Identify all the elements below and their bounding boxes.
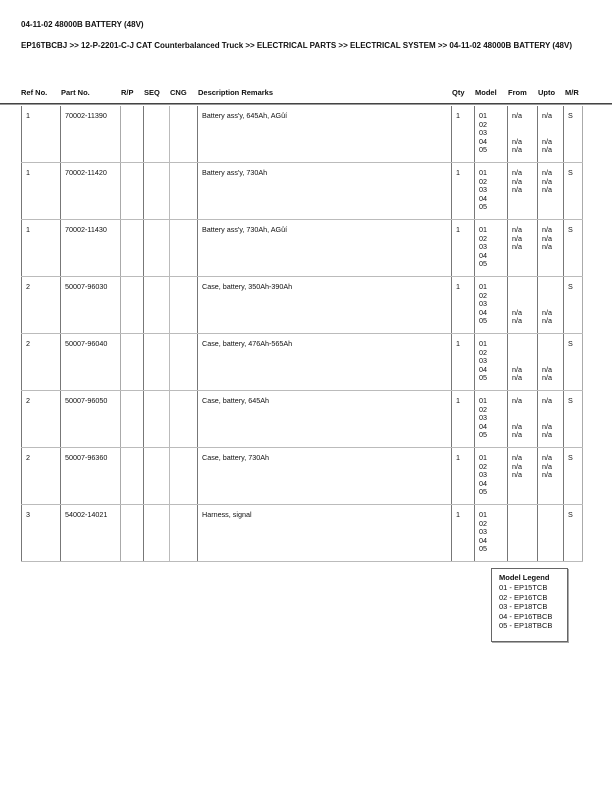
- model-value: 03: [479, 413, 487, 423]
- upto-value: [542, 511, 563, 520]
- from-value: [512, 203, 537, 212]
- upto-value: n/a: [542, 136, 552, 146]
- upto-cell: [537, 220, 563, 276]
- upto-value: n/a: [542, 307, 552, 317]
- part-no-cell: 50007-96360: [60, 448, 120, 504]
- model-value: 04: [479, 250, 487, 260]
- mr-cell: S: [563, 163, 583, 219]
- header-divider: [0, 103, 612, 105]
- upto-value: [542, 121, 563, 130]
- model-value: 05: [479, 145, 487, 155]
- description-cell: Battery ass'y, 730Ah: [197, 163, 451, 219]
- part-no-cell: 50007-96040: [60, 334, 120, 390]
- model-cell: [474, 334, 507, 390]
- model-cell: [474, 391, 507, 447]
- mr-cell: S: [563, 106, 583, 162]
- model-value: 02: [479, 347, 487, 357]
- part-no-cell: 70002-11390: [60, 106, 120, 162]
- cng-cell: [169, 391, 197, 447]
- table-row[interactable]: [21, 448, 583, 505]
- from-value: n/a: [512, 136, 522, 146]
- from-value: n/a: [512, 145, 522, 155]
- model-value: 02: [479, 461, 487, 471]
- from-value: n/a: [512, 453, 522, 462]
- from-value: n/a: [512, 430, 522, 440]
- cng-cell: [169, 505, 197, 561]
- upto-value: n/a: [542, 461, 552, 471]
- upto-value: n/a: [542, 316, 552, 326]
- rp-cell: [120, 505, 143, 561]
- from-cell: [507, 277, 537, 333]
- qty-cell: 1: [451, 391, 474, 447]
- model-value: 05: [479, 316, 487, 326]
- legend-title: Model Legend: [499, 573, 550, 582]
- legend-item: 01 - EP15TCB: [499, 583, 548, 593]
- from-value: [512, 340, 537, 349]
- from-cell: [507, 505, 537, 561]
- part-no-cell: 70002-11420: [60, 163, 120, 219]
- table-row[interactable]: [21, 505, 583, 562]
- from-value: n/a: [512, 225, 522, 234]
- seq-cell: [143, 448, 169, 504]
- seq-cell: [143, 334, 169, 390]
- model-value: 03: [479, 356, 487, 366]
- model-value: 05: [479, 487, 487, 497]
- rp-cell: [120, 106, 143, 162]
- from-value: [512, 252, 537, 261]
- model-value: 04: [479, 421, 487, 431]
- model-value: 03: [479, 128, 487, 138]
- model-value: 02: [479, 176, 487, 186]
- description-cell: Case, battery, 350Ah-390Ah: [197, 277, 451, 333]
- table-row[interactable]: [21, 163, 583, 220]
- qty-cell: 1: [451, 220, 474, 276]
- upto-value: [542, 260, 563, 269]
- model-value: 04: [479, 478, 487, 488]
- from-value: n/a: [512, 111, 522, 120]
- ref-no-cell: 2: [21, 277, 60, 333]
- model-value: 03: [479, 242, 487, 252]
- from-value: n/a: [512, 470, 522, 480]
- from-value: [512, 195, 537, 204]
- upto-value: n/a: [542, 176, 552, 186]
- upto-value: n/a: [542, 364, 552, 374]
- mr-cell: S: [563, 505, 583, 561]
- from-cell: [507, 448, 537, 504]
- from-value: [512, 121, 537, 130]
- ref-no-cell: 3: [21, 505, 60, 561]
- upto-cell: [537, 334, 563, 390]
- from-value: [512, 349, 537, 358]
- seq-cell: [143, 505, 169, 561]
- column-header-rp: R/P: [121, 88, 134, 97]
- column-header-from: From: [508, 88, 527, 97]
- upto-value: n/a: [542, 225, 552, 234]
- legend-item: 05 - EP18TBCB: [499, 621, 553, 631]
- seq-cell: [143, 277, 169, 333]
- upto-value: [542, 292, 563, 301]
- rp-cell: [120, 220, 143, 276]
- upto-value: n/a: [542, 111, 552, 120]
- ref-no-cell: 2: [21, 334, 60, 390]
- mr-cell: S: [563, 220, 583, 276]
- description-cell: Case, battery, 476Ah-565Ah: [197, 334, 451, 390]
- upto-value: n/a: [542, 185, 552, 195]
- ref-no-cell: 1: [21, 106, 60, 162]
- description-cell: Harness, signal: [197, 505, 451, 561]
- table-row[interactable]: [21, 106, 583, 163]
- parts-table: [21, 106, 583, 562]
- from-value: n/a: [512, 364, 522, 374]
- from-value: n/a: [512, 373, 522, 383]
- column-header-mr: M/R: [565, 88, 579, 97]
- upto-value: n/a: [542, 168, 552, 177]
- model-value: 03: [479, 470, 487, 480]
- from-value: [512, 480, 537, 489]
- ref-no-cell: 2: [21, 448, 60, 504]
- model-cell: [474, 220, 507, 276]
- table-row[interactable]: [21, 334, 583, 391]
- model-value: 04: [479, 193, 487, 203]
- table-row[interactable]: [21, 391, 583, 448]
- column-header-upto: Upto: [538, 88, 556, 97]
- upto-value: [542, 406, 563, 415]
- ref-no-cell: 1: [21, 163, 60, 219]
- description-cell: Battery ass'y, 730Ah, AGûí: [197, 220, 451, 276]
- description-cell: Battery ass'y, 645Ah, AGûí: [197, 106, 451, 162]
- upto-cell: [537, 391, 563, 447]
- seq-cell: [143, 391, 169, 447]
- cng-cell: [169, 106, 197, 162]
- model-value: 01: [479, 510, 487, 519]
- upto-value: n/a: [542, 145, 552, 155]
- upto-value: [542, 252, 563, 261]
- legend-item: 03 - EP18TCB: [499, 602, 548, 612]
- model-value: 03: [479, 185, 487, 195]
- model-value: 05: [479, 430, 487, 440]
- from-value: n/a: [512, 185, 522, 195]
- from-value: n/a: [512, 233, 522, 243]
- from-value: n/a: [512, 307, 522, 317]
- upto-value: n/a: [542, 421, 552, 431]
- qty-cell: 1: [451, 277, 474, 333]
- column-header-cng: CNG: [170, 88, 187, 97]
- model-value: 01: [479, 339, 487, 348]
- column-header-ref-no: Ref No.: [21, 88, 48, 97]
- table-row[interactable]: [21, 277, 583, 334]
- from-cell: [507, 163, 537, 219]
- rp-cell: [120, 448, 143, 504]
- rp-cell: [120, 334, 143, 390]
- from-cell: [507, 106, 537, 162]
- model-value: 05: [479, 259, 487, 269]
- upto-value: n/a: [542, 242, 552, 252]
- rp-cell: [120, 277, 143, 333]
- qty-cell: 1: [451, 334, 474, 390]
- description-cell: Case, battery, 645Ah: [197, 391, 451, 447]
- mr-cell: S: [563, 277, 583, 333]
- mr-cell: S: [563, 391, 583, 447]
- from-value: n/a: [512, 168, 522, 177]
- column-header-seq: SEQ: [144, 88, 160, 97]
- upto-value: [542, 340, 563, 349]
- model-value: 01: [479, 453, 487, 462]
- cng-cell: [169, 277, 197, 333]
- upto-value: [542, 520, 563, 529]
- model-value: 04: [479, 364, 487, 374]
- model-cell: [474, 106, 507, 162]
- model-cell: [474, 448, 507, 504]
- model-cell: [474, 505, 507, 561]
- rp-cell: [120, 391, 143, 447]
- model-value: 04: [479, 136, 487, 146]
- model-value: 01: [479, 282, 487, 291]
- part-no-cell: 50007-96030: [60, 277, 120, 333]
- qty-cell: 1: [451, 448, 474, 504]
- model-value: 05: [479, 373, 487, 383]
- model-value: 01: [479, 396, 487, 405]
- mr-cell: S: [563, 448, 583, 504]
- upto-value: n/a: [542, 373, 552, 383]
- ref-no-cell: 1: [21, 220, 60, 276]
- upto-value: [542, 488, 563, 497]
- cng-cell: [169, 334, 197, 390]
- column-header-part-no: Part No.: [61, 88, 90, 97]
- model-value: 02: [479, 290, 487, 300]
- from-cell: [507, 334, 537, 390]
- model-value: 01: [479, 111, 487, 120]
- from-value: [512, 406, 537, 415]
- model-value: 05: [479, 544, 487, 554]
- ref-no-cell: 2: [21, 391, 60, 447]
- upto-cell: [537, 163, 563, 219]
- from-value: [512, 488, 537, 497]
- legend-item: 02 - EP16TCB: [499, 592, 548, 602]
- qty-cell: 1: [451, 163, 474, 219]
- model-value: 04: [479, 535, 487, 545]
- from-value: n/a: [512, 461, 522, 471]
- upto-value: [542, 349, 563, 358]
- upto-value: [542, 283, 563, 292]
- from-value: [512, 511, 537, 520]
- from-value: [512, 520, 537, 529]
- rp-cell: [120, 163, 143, 219]
- model-value: 02: [479, 518, 487, 528]
- breadcrumb: EP16TBCBJ >> 12-P-2201-C-J CAT Counterbalanced Truck >> ELECTRICAL PARTS >> ELECTRICAL SYSTEM >> 04-11-02 48000B BATTERY (48V): [21, 41, 572, 50]
- table-row[interactable]: [21, 220, 583, 277]
- from-value: n/a: [512, 316, 522, 326]
- from-value: [512, 260, 537, 269]
- upto-value: [542, 545, 563, 554]
- upto-cell: [537, 448, 563, 504]
- upto-value: n/a: [542, 233, 552, 243]
- upto-value: n/a: [542, 470, 552, 480]
- from-value: [512, 545, 537, 554]
- from-value: n/a: [512, 242, 522, 252]
- seq-cell: [143, 106, 169, 162]
- cng-cell: [169, 220, 197, 276]
- model-value: 02: [479, 404, 487, 414]
- column-header-description: Description Remarks: [198, 88, 274, 97]
- from-value: n/a: [512, 421, 522, 431]
- upto-value: n/a: [542, 453, 552, 462]
- seq-cell: [143, 163, 169, 219]
- upto-value: [542, 203, 563, 212]
- table-header: [0, 86, 612, 102]
- model-cell: [474, 163, 507, 219]
- column-header-qty: Qty: [452, 88, 465, 97]
- legend-item: 04 - EP16TBCB: [499, 611, 553, 621]
- description-cell: Case, battery, 730Ah: [197, 448, 451, 504]
- qty-cell: 1: [451, 505, 474, 561]
- from-cell: [507, 391, 537, 447]
- cng-cell: [169, 163, 197, 219]
- from-value: [512, 537, 537, 546]
- page-title: 04-11-02 48000B BATTERY (48V): [21, 20, 144, 29]
- model-value: 05: [479, 202, 487, 212]
- from-value: [512, 283, 537, 292]
- model-value: 03: [479, 527, 487, 537]
- part-no-cell: 54002-14021: [60, 505, 120, 561]
- cng-cell: [169, 448, 197, 504]
- part-no-cell: 70002-11430: [60, 220, 120, 276]
- upto-cell: [537, 277, 563, 333]
- model-value: 02: [479, 119, 487, 129]
- model-value: 02: [479, 233, 487, 243]
- upto-value: [542, 195, 563, 204]
- upto-value: [542, 528, 563, 537]
- column-header-model: Model: [475, 88, 497, 97]
- model-legend: [491, 568, 568, 642]
- model-value: 01: [479, 168, 487, 177]
- mr-cell: S: [563, 334, 583, 390]
- from-cell: [507, 220, 537, 276]
- model-value: 04: [479, 307, 487, 317]
- model-cell: [474, 277, 507, 333]
- upto-value: n/a: [542, 430, 552, 440]
- upto-value: n/a: [542, 396, 552, 405]
- model-value: 03: [479, 299, 487, 309]
- from-value: n/a: [512, 396, 522, 405]
- qty-cell: 1: [451, 106, 474, 162]
- from-value: n/a: [512, 176, 522, 186]
- upto-cell: [537, 106, 563, 162]
- seq-cell: [143, 220, 169, 276]
- model-value: 01: [479, 225, 487, 234]
- from-value: [512, 528, 537, 537]
- upto-value: [542, 480, 563, 489]
- part-no-cell: 50007-96050: [60, 391, 120, 447]
- upto-cell: [537, 505, 563, 561]
- upto-value: [542, 537, 563, 546]
- from-value: [512, 292, 537, 301]
